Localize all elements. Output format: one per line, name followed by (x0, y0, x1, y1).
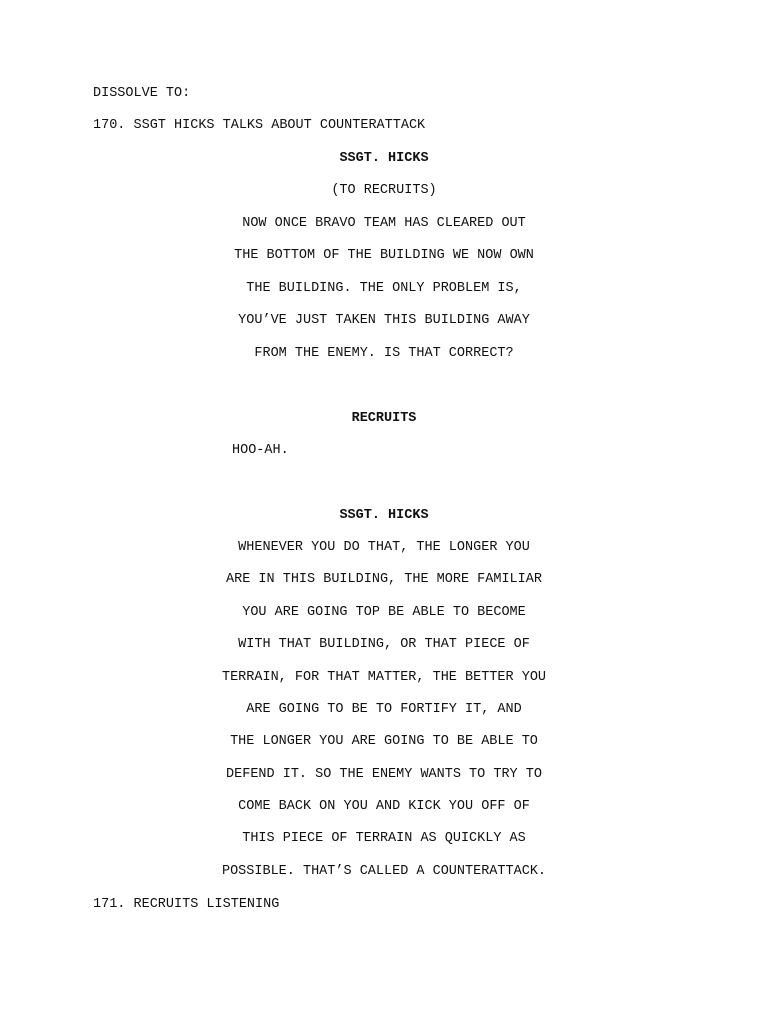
scene-heading-171: 171. RECRUITS LISTENING (93, 897, 280, 912)
dialogue-line: YOU ARE GOING TOP BE ABLE TO BECOME (242, 605, 526, 620)
dialogue-line: THE LONGER YOU ARE GOING TO BE ABLE TO (230, 734, 538, 749)
dialogue-line: THE BUILDING. THE ONLY PROBLEM IS, (246, 281, 522, 296)
dialogue-line: FROM THE ENEMY. IS THAT CORRECT? (254, 346, 514, 361)
dialogue-line: WITH THAT BUILDING, OR THAT PIECE OF (238, 637, 530, 652)
dialogue-line: DEFEND IT. SO THE ENEMY WANTS TO TRY TO (226, 767, 542, 782)
character-name: SSGT. HICKS (339, 508, 429, 523)
dialogue-line: NOW ONCE BRAVO TEAM HAS CLEARED OUT (242, 216, 526, 231)
dialogue-line: TERRAIN, FOR THAT MATTER, THE BETTER YOU (221, 670, 547, 685)
character-name: SSGT. HICKS (339, 151, 429, 166)
scene-heading-170: 170. SSGT HICKS TALKS ABOUT COUNTERATTACK (93, 118, 426, 133)
transition: DISSOLVE TO: (93, 86, 191, 101)
dialogue-line: THE BOTTOM OF THE BUILDING WE NOW OWN (234, 248, 534, 263)
dialogue-line: THIS PIECE OF TERRAIN AS QUICKLY AS (242, 831, 526, 846)
dialogue-line: ARE GOING TO BE TO FORTIFY IT, AND (246, 702, 522, 717)
dialogue-line: YOU’VE JUST TAKEN THIS BUILDING AWAY (238, 313, 530, 328)
dialogue-line: COME BACK ON YOU AND KICK YOU OFF OF (238, 799, 530, 814)
parenthetical: (TO RECRUITS) (331, 183, 437, 198)
dialogue-line: POSSIBLE. THAT’S CALLED A COUNTERATTACK. (221, 864, 547, 879)
dialogue-line: ARE IN THIS BUILDING, THE MORE FAMILIAR (226, 572, 542, 587)
dialogue-line: WHENEVER YOU DO THAT, THE LONGER YOU (238, 540, 530, 555)
dialogue-line: HOO-AH. (232, 443, 289, 458)
character-name: RECRUITS (351, 411, 417, 426)
